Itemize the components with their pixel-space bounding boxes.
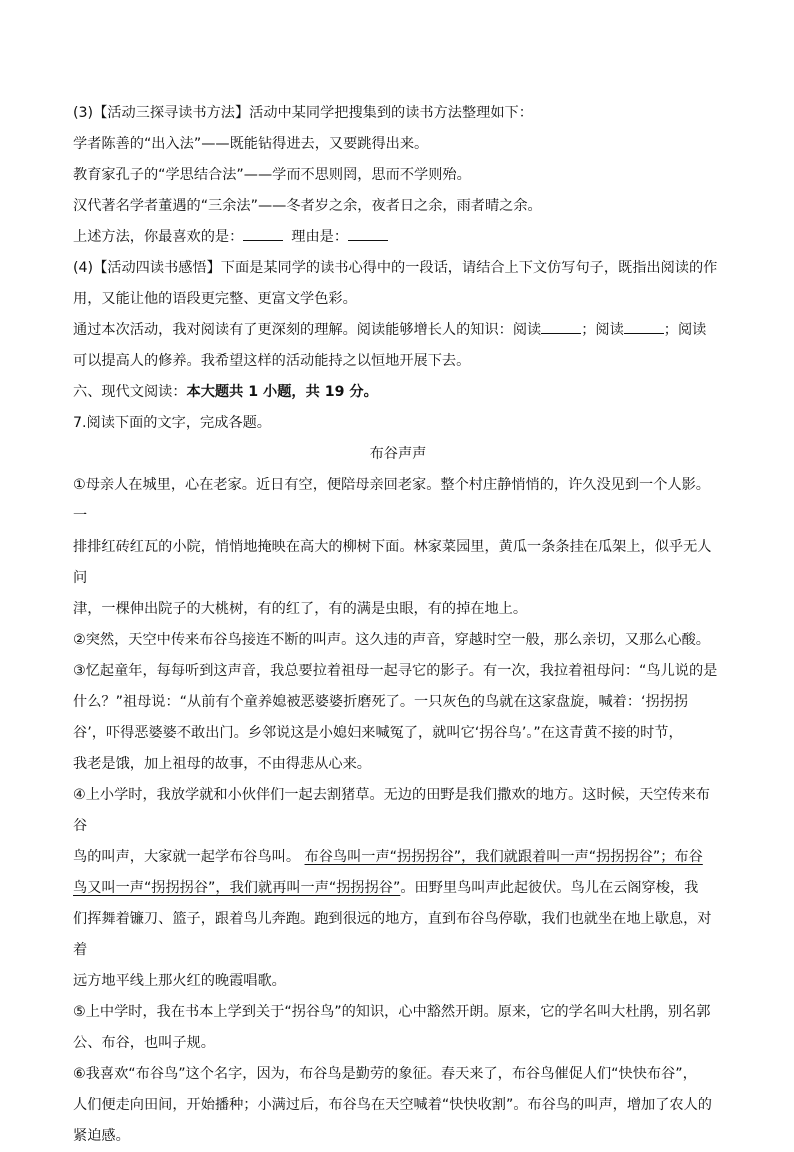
document-page — [73, 98, 723, 1152]
section-6-heading: 六、现代文阅读：本大题共 1 小题，共 19 分。 — [73, 384, 378, 400]
passage-p2-line-1: ②突然，天空中传来布谷鸟接连不断的叫声。这久违的声音，穿越时空一般，那么亲切，又那么心酸。 — [73, 632, 710, 648]
question-3-heading: (3)【活动三探寻读书方法】活动中某同学把搜集到的读书方法整理如下： — [73, 105, 533, 121]
passage-title: 布谷声声 — [369, 446, 427, 462]
passage-p1-line-1: ①母亲人在城里，心在老家。近日有空，便陪母亲回老家。整个村庄静悄悄的，许久没见到一个人影。一 — [73, 477, 710, 524]
passage-p5-line-2: 公、布谷，也叫子规。 — [73, 1035, 215, 1051]
passage-p3-line-1: ③忆起童年，每每听到这声音，我总要拉着祖母一起寻它的影子。有一次，我拉着祖母问：“鸟儿说的是 — [73, 663, 718, 679]
question-3-answer-line — [73, 222, 723, 253]
passage-p3-line-2: 什么？”祖母说：“从前有个童养媳被恶婆婆折磨死了。一只灰色的鸟就在这家盘旋，喊着：‘拐拐拐 — [73, 694, 689, 710]
favorite-method-blank[interactable] — [243, 226, 283, 241]
passage-p4-line-3: 鸟又叫一声“拐拐拐谷”，我们就再叫一声“拐拐拐谷”。田野里鸟叫声此起彼伏。鸟儿在云阁穿梭，我 — [73, 880, 699, 896]
passage-p4-line-1: ④上小学时，我放学就和小伙伴们一起去割猪草。无边的田野是我们撒欢的地方。这时候，天空传来布谷 — [73, 787, 710, 834]
question-7-heading: 7.阅读下面的文字，完成各题。 — [73, 415, 271, 431]
question-4-text-line-2: 可以提高人的修养。我希望这样的活动能持之以恒地开展下去。 — [73, 353, 471, 369]
passage-p1-line-2: 排排红砖红瓦的小院，悄悄地掩映在高大的柳树下面。林家菜园里，黄瓜一条条挂在瓜架上，似乎无人问 — [73, 539, 712, 586]
passage-p6-line-3: 紧迫感。 — [73, 1128, 130, 1144]
question-4-text-line-1: 通过本次活动，我对阅读有了更深刻的理解。阅读能够增长人的知识：阅读 ；阅读 ；阅读 — [73, 315, 723, 346]
question-4-heading-line-2: 用，又能让他的语段更完整、更富文学色彩。 — [73, 291, 357, 307]
favorite-method-label: 上述方法，你最喜欢的是： — [73, 229, 244, 245]
method-dong-yu: 汉代著名学者董遇的“三余法”——冬者岁之余，夜者日之余，雨者晴之余。 — [73, 198, 542, 214]
underlined-sentence-part-2: 鸟又叫一声“拐拐拐谷”，我们就再叫一声“拐拐拐谷” — [73, 880, 401, 896]
passage-p4-line-4: 们挥舞着镰刀、篮子，跟着鸟儿奔跑。跑到很远的地方，直到布谷鸟停歇，我们也就坐在地上歇息，对着 — [73, 911, 712, 958]
passage-p3-line-3: 谷’，吓得恶婆婆不敢出门。乡邻说这是小媳妇来喊冤了，就叫它‘拐谷鸟’。”在这青黄不接的时节， — [73, 725, 683, 741]
reading-blank-2[interactable] — [624, 319, 664, 334]
method-confucius: 教育家孔子的“学思结合法”——学而不思则罔，思而不学则殆。 — [73, 167, 471, 183]
passage-p5-line-1: ⑤上中学时，我在书本上学到关于“拐谷鸟”的知识，心中豁然开朗。原来，它的学名叫大杜鹃，别名郭 — [73, 1004, 711, 1020]
reading-blank-1[interactable] — [541, 319, 581, 334]
passage-p6-line-1: ⑥我喜欢“布谷鸟”这个名字，因为，布谷鸟是勤劳的象征。春天来了，布谷鸟催促人们“快快布谷”， — [73, 1066, 697, 1082]
passage-p3-line-4: 我老是饿，加上祖母的故事，不由得悲从心来。 — [73, 756, 371, 772]
method-chen-shan: 学者陈善的“出入法”——既能钻得进去，又要跳得出来。 — [73, 136, 429, 152]
passage-p6-line-2: 人们便走向田间，开始播种；小满过后，布谷鸟在天空喊着“快快收割”。布谷鸟的叫声，增加了农人的 — [73, 1097, 712, 1113]
question-4-heading-line-1: (4)【活动四读书感悟】下面是某同学的读书心得中的一段话，请结合上下文仿写句子，既指出阅读的作 — [73, 260, 718, 276]
passage-p4-line-2: 鸟的叫声，大家就一起学布谷鸟叫。 布谷鸟叫一声“拐拐拐谷”，我们就跟着叫一声“拐拐拐谷”；布谷 — [73, 849, 703, 865]
underlined-sentence-part-1: 布谷鸟叫一声“拐拐拐谷”，我们就跟着叫一声“拐拐拐谷”；布谷 — [304, 849, 703, 865]
passage-p1-line-3: 津，一棵伸出院子的大桃树，有的红了，有的满是虫眼，有的掉在地上。 — [73, 601, 528, 617]
passage-p4-line-5: 远方地平线上那火红的晚霞唱歌。 — [73, 973, 286, 989]
reason-label: 理由是： — [291, 229, 349, 245]
reason-blank[interactable] — [348, 226, 388, 241]
